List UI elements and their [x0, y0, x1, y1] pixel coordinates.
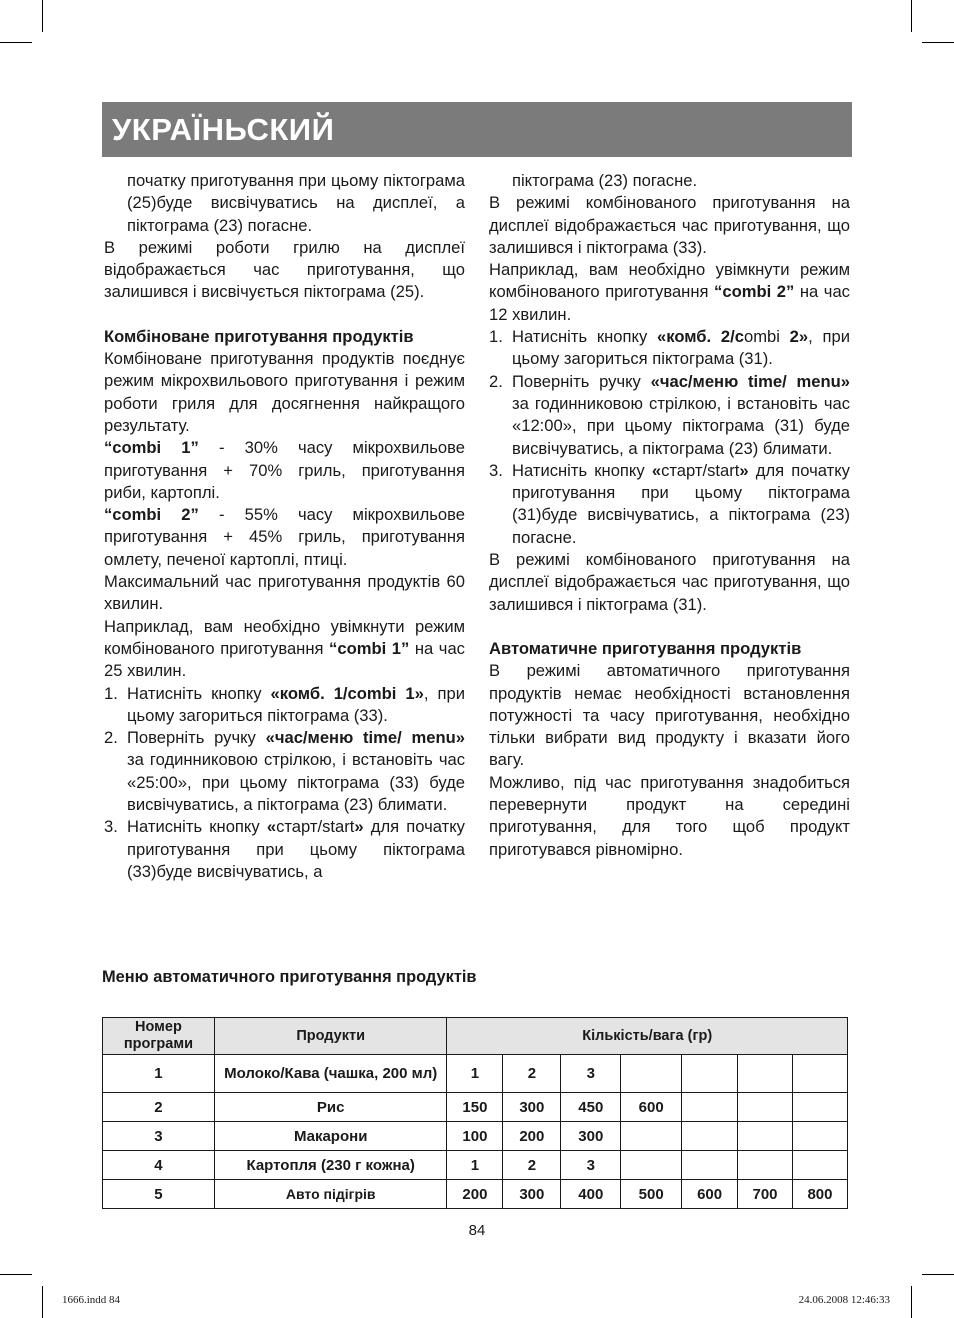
text-bold: «час/меню time/ menu»: [265, 728, 465, 748]
cell-num: 1: [103, 1055, 215, 1093]
paragraph: піктограма (23) погасне.: [512, 171, 698, 190]
crop-mark: [922, 42, 954, 43]
text-bold: “combi 1”: [329, 638, 410, 658]
cell-num: 2: [103, 1093, 215, 1122]
cell-value: 450: [561, 1093, 621, 1122]
table-row: [103, 1122, 848, 1151]
table-row: [103, 1055, 848, 1093]
cell-value: [738, 1122, 793, 1151]
text: Натисніть кнопку: [512, 460, 652, 480]
step-number: 1.: [489, 327, 503, 347]
cell-num: 3: [103, 1122, 215, 1151]
crop-mark: [911, 0, 912, 32]
text-bold: »: [739, 460, 749, 480]
step-number: 3.: [104, 817, 118, 837]
footer-timestamp: 24.06.2008 12:46:33: [798, 1294, 890, 1306]
cell-product: Авто підігрів: [214, 1180, 447, 1209]
cell-value: 3: [561, 1055, 621, 1093]
cell-product: Рис: [214, 1093, 447, 1122]
cell-product: Картопля (230 г кожна): [214, 1151, 447, 1180]
table-header-row: [103, 1018, 848, 1055]
text: Наприклад, вам необхідно увімкнути режим комбінованого приготування: [104, 616, 465, 658]
cell-value: [682, 1093, 738, 1122]
list-item: [104, 816, 465, 883]
cell-value: [682, 1122, 738, 1151]
cell-value: 150: [447, 1093, 503, 1122]
step-number: 2.: [104, 728, 118, 748]
table-row: [103, 1180, 848, 1209]
list-item: [489, 371, 850, 460]
text-bold: «: [266, 817, 277, 837]
cell-value: 1: [447, 1055, 503, 1093]
step-number: 2.: [489, 371, 503, 391]
paragraph: В режимі автоматичного приготування продуктів немає необхідності встановлення потужності та часу приготування, необхідно тільки вибрати вид продукту і вказати його вагу.: [489, 661, 850, 770]
crop-mark: [0, 42, 32, 43]
cell-value: [792, 1093, 847, 1122]
table-title: Меню автоматичного приготування продуктів: [102, 968, 477, 986]
steps-list: [489, 326, 850, 549]
cell-value: [738, 1151, 793, 1180]
footer-file-info: 1666.indd 84: [62, 1294, 121, 1306]
table-row: [103, 1151, 848, 1180]
step-number: 3.: [489, 460, 503, 480]
crop-mark: [42, 0, 43, 32]
list-item: [104, 727, 465, 816]
combi-1-label: “combi 1”: [104, 438, 199, 458]
text: за годинниковою стрілкою, і встановіть час «25:00», при цьому піктограма (33) буде висвічуватись, а піктограма (23) блимати.: [127, 750, 465, 815]
text: Поверніть ручку: [512, 371, 651, 391]
cell-value: 200: [447, 1180, 503, 1209]
section-title-banner: УКРАЇНЬСКИЙ: [102, 102, 852, 157]
text: для початку приготування при цьому піктограма (33)буде висвічуватись, а: [127, 817, 465, 881]
cell-value: [792, 1122, 847, 1151]
cell-value: [621, 1151, 682, 1180]
cell-value: 300: [503, 1093, 561, 1122]
paragraph: Можливо, під час приготування знадобиться перевернути продукт на середині приготування, для того щоб продукт приготувався рівномірно.: [489, 772, 850, 859]
crop-mark: [911, 1286, 912, 1318]
text: Натисніть кнопку: [127, 817, 267, 837]
header-products: Продукти: [214, 1018, 447, 1055]
cell-product: Молоко/Кава (чашка, 200 мл): [214, 1055, 447, 1093]
section-heading: Автоматичне приготування продуктів: [489, 638, 802, 658]
cell-value: 600: [621, 1093, 682, 1122]
cell-value: 300: [561, 1122, 621, 1151]
text-bold: «час/меню time/ menu»: [650, 371, 850, 391]
text: для початку приготування при цьому піктограма (31)буде висвічуватись, а піктограма (23) погасне.: [512, 460, 850, 547]
left-column: [104, 170, 465, 883]
cell-value: [621, 1055, 682, 1093]
text: Наприклад, вам необхідно увімкнути режим комбінованого приготування: [489, 260, 850, 302]
combi-2-label: “combi 2”: [104, 505, 199, 525]
step-number: 1.: [104, 683, 118, 703]
cell-value: 1: [447, 1151, 503, 1180]
text: , при цьому загориться піктограма (31).: [512, 327, 850, 369]
paragraph: В режимі роботи грилю на дисплеї відображається час приготування, що залишився і висвічується піктограма (25).: [104, 237, 465, 302]
header-program-number: Номер програми: [103, 1018, 215, 1055]
text: , при цьому загориться піктограма (33).: [127, 683, 465, 725]
text-bold: 2»: [779, 327, 809, 347]
list-item: [104, 683, 465, 728]
text-bold: »: [354, 817, 364, 837]
combi-2-text: - 55% часу мікрохвильове приготування + 45% гриль, приготування омлету, печеної картоплі, птиці.: [104, 505, 465, 569]
cell-value: 700: [738, 1180, 793, 1209]
cell-value: [682, 1151, 738, 1180]
page-number: 84: [468, 1222, 486, 1239]
list-item: [489, 460, 850, 549]
cell-value: [792, 1151, 847, 1180]
list-item: [489, 326, 850, 371]
paragraph: В режимі комбінованого приготування на дисплеї відображається час приготування, що залишився і піктограма (31).: [489, 550, 850, 614]
text: Поверніть ручку: [127, 728, 266, 748]
text-bold: “combi 2”: [714, 282, 795, 302]
header-quantity: Кількість/вага (гр): [447, 1018, 848, 1055]
paragraph: [104, 437, 465, 504]
combi-1-text: - 30% часу мікрохвильове приготування + 70% гриль, приготування риби, картоплі.: [104, 438, 465, 502]
text: за годинниковою стрілкою, і встановіть час «12:00», при цьому піктограма (31) буде висвічуватись, а піктограма (23) блимати.: [512, 393, 850, 458]
text: Натисніть кнопку: [127, 683, 271, 703]
text: старт/start: [276, 817, 355, 837]
text-bold: «комб. 2/c: [657, 327, 744, 347]
text: на час 12 хвилин.: [489, 282, 850, 324]
cell-value: 2: [503, 1151, 561, 1180]
steps-list: [104, 683, 465, 884]
paragraph: [104, 616, 465, 683]
cell-value: 400: [561, 1180, 621, 1209]
text: старт/start: [661, 460, 740, 480]
cell-value: [621, 1122, 682, 1151]
crop-mark: [0, 1274, 32, 1275]
cell-num: 4: [103, 1151, 215, 1180]
text: ombi: [743, 327, 780, 347]
paragraph: Комбіноване приготування продуктів поєднує режим мікрохвильового приготування і режим роботи гриля для досягнення найкращого результату.: [104, 349, 465, 435]
paragraph: В режимі комбінованого приготування на дисплеї відображається час приготування, що залишився і піктограма (33).: [489, 193, 850, 257]
cell-num: 5: [103, 1180, 215, 1209]
table-row: [103, 1093, 848, 1122]
auto-cooking-table: [102, 1017, 848, 1209]
cell-value: [792, 1055, 847, 1093]
right-column: [489, 170, 850, 861]
cell-value: 800: [792, 1180, 847, 1209]
cell-value: 2: [503, 1055, 561, 1093]
crop-mark: [922, 1274, 954, 1275]
cell-product: Макарони: [214, 1122, 447, 1151]
text-bold: «комб. 1/combi 1»: [270, 683, 424, 703]
cell-value: [682, 1055, 738, 1093]
paragraph: [489, 259, 850, 326]
cell-value: 500: [621, 1180, 682, 1209]
paragraph: початку приготування при цьому піктограма (25)буде висвічуватись на дисплеї, а піктограма (23) погасне.: [127, 171, 465, 235]
cell-value: [738, 1055, 793, 1093]
cell-value: 300: [503, 1180, 561, 1209]
text-bold: «: [651, 460, 662, 480]
cell-value: 100: [447, 1122, 503, 1151]
cell-value: 3: [561, 1151, 621, 1180]
section-heading: Комбіноване приготування продуктів: [104, 326, 414, 346]
crop-mark: [42, 1286, 43, 1318]
cell-value: [738, 1093, 793, 1122]
cell-value: 600: [682, 1180, 738, 1209]
paragraph: [104, 504, 465, 571]
cell-value: 200: [503, 1122, 561, 1151]
paragraph: Максимальний час приготування продуктів 60 хвилин.: [104, 572, 465, 614]
text: на час 25 хвилин.: [104, 638, 465, 681]
text: Натисніть кнопку: [512, 327, 657, 347]
